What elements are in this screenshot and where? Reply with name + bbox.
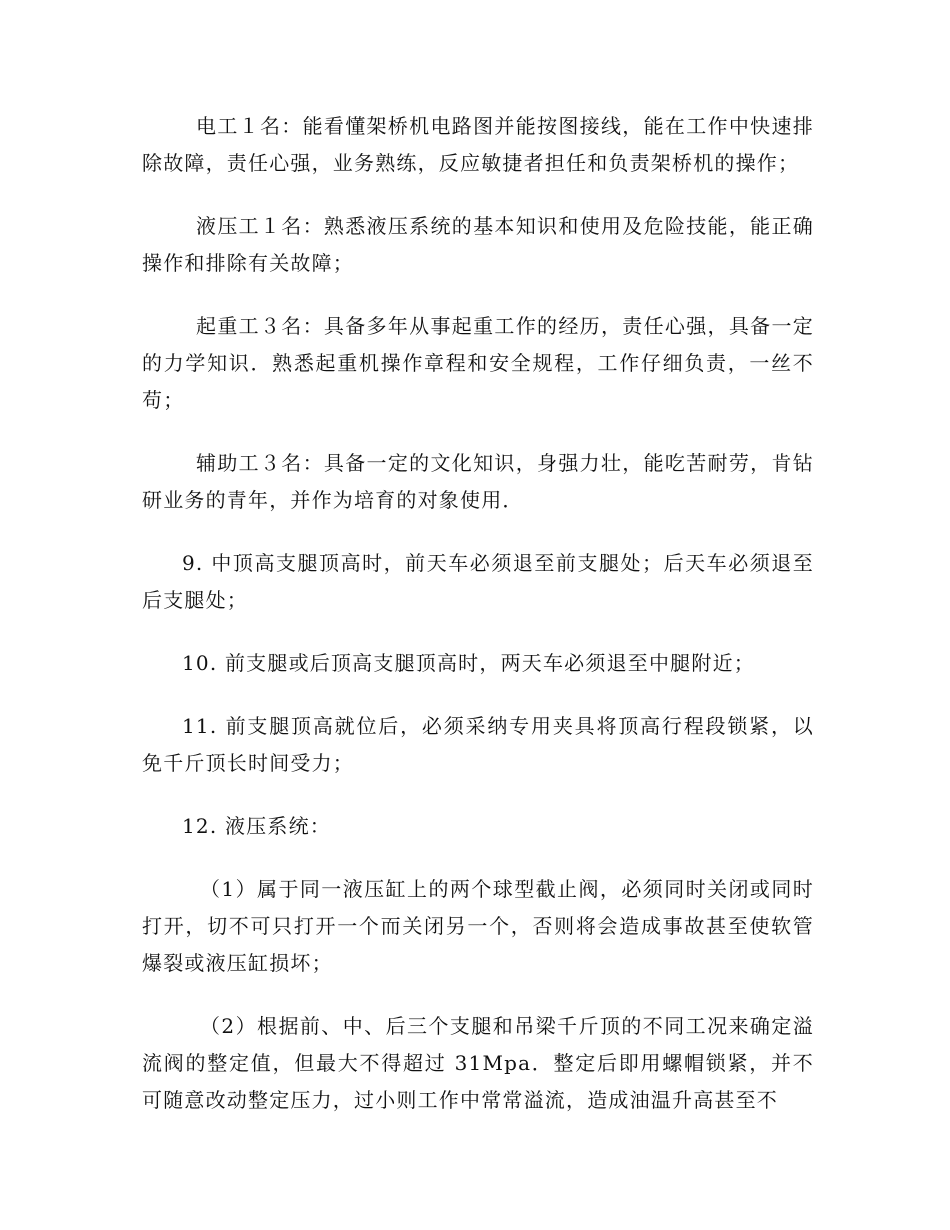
paragraph-item-9: 9. 中顶高支腿顶高时，前天车必须退至前支腿处；后天车必须退至后支腿处；: [142, 551, 814, 612]
document-body: [142, 108, 814, 1145]
paragraph-item-11: 11. 前支腿顶高就位后，必须采纳专用夹具将顶高行程段锁紧，以免千斤顶长时间受力；: [142, 714, 814, 775]
paragraph-item-10: 10. 前支腿或后顶高支腿顶高时，两天车必须退至中腿附近；: [182, 651, 755, 675]
paragraph-subitem-1: （1）属于同一液压缸上的两个球型截止阀，必须同时关闭或同时打开，切不可只打开一个而关闭另一个，否则将会造成事故甚至使软管爆裂或液压缸损坏；: [142, 877, 814, 975]
paragraph-subitem-2: （2）根据前、中、后三个支腿和吊梁千斤顶的不同工况来确定溢流阀的整定值，但最大不得超过 31Mpa．整定后即用螺帽锁紧，并不可随意改动整定压力，过小则工作中常常溢流，造成油温升高甚至不: [142, 1014, 814, 1112]
paragraph-electrician: 电工１名：能看懂架桥机电路图并能按图接线，能在工作中快速排除故障，责任心强，业务熟练，反应敏捷者担任和负责架桥机的操作；: [142, 114, 814, 175]
paragraph-rigger: 起重工３名：具备多年从事起重工作的经历，责任心强，具备一定的力学知识．熟悉起重机操作章程和安全规程，工作仔细负责，一丝不苟；: [142, 314, 814, 412]
paragraph-hydraulic-worker: 液压工１名：熟悉液压系统的基本知识和使用及危险技能，能正确操作和排除有关故障；: [142, 214, 814, 275]
paragraph-auxiliary-worker: 辅助工３名：具备一定的文化知识，身强力壮，能吃苦耐劳，肯钻研业务的青年，并作为培育的对象使用．: [142, 451, 814, 512]
paragraph-item-12: 12. 液压系统：: [182, 814, 331, 838]
